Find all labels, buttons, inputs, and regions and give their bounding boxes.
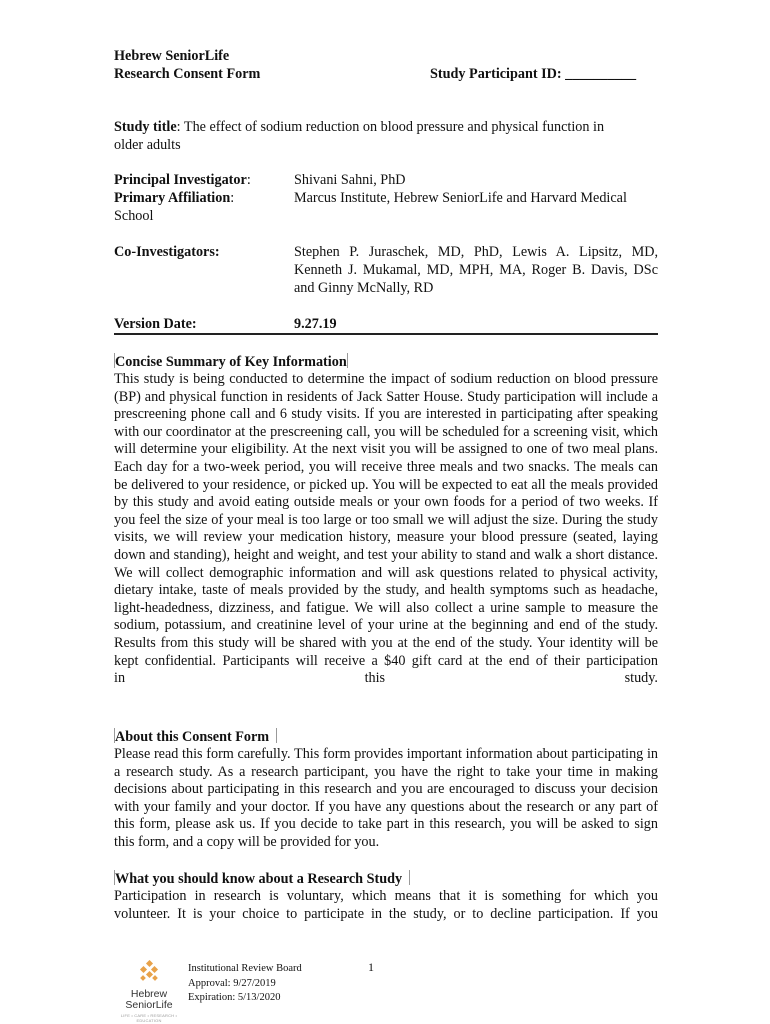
irb-footer [188, 962, 302, 1006]
form-title: Research Consent Form [114, 66, 261, 82]
summary-paragraph [114, 371, 658, 688]
study-title-value: : The effect of sodium reduction on blood pressure and physical function in [176, 119, 605, 135]
affiliation-label: Primary Affiliation [114, 190, 231, 206]
study-title-label: Study title [114, 119, 177, 135]
co-investigators-line-3: and Ginny McNally, RD [294, 280, 434, 296]
summary-body: This study is being conducted to determine the impact of sodium reduction on blood pressure (BP) and physical function in residents of Jack Satter House. Study participation will include a prescreening phone call and 6 study visits. If you are interested in participating after speaking with our coordinator at the prescreening call, you will be scheduled for a screening visit, which will determine your eligibility. At the next visit you will be assigned to one of two meal plans. Each day for a two-week period, you will receive three meals and two snacks. The meals can be delivered to your residence, or picked up. You will be expected to eat all the meals provided by this study and avoid eating outside meals or your own foods for a period of two weeks. If you feel the size of your meal is too large or too small we will adjust the size. During the study visits, we will review your medication history, measure your blood pressure (seated, laying down and standing), height and weight, and test your ability to stand and walk a short distance. We will collect demographic information and will ask questions related to physical activity, dietary intake, taste of meals provided by the study, and health symptoms such as headache, light-headedness, dizziness, and fatigue. We will also collect a urine sample to measure the sodium, potassium, and creatinine level of your urine at the beginning and end of the study. Results from this study will be shared with you at the end of the study. Your identity will be kept confidential. Participants will receive a $40 gift card at the end of their participation [114, 371, 658, 669]
pi-colon: : [246, 172, 251, 188]
summary-heading-text: Concise Summary of Key Information [115, 354, 347, 370]
logo-mark-icon [136, 960, 162, 984]
affiliation-label-row [114, 190, 234, 208]
summary-last-line [114, 670, 658, 688]
summary-last-word-1: in [114, 670, 126, 687]
pi-label-row [114, 172, 251, 190]
page-number: 1 [368, 960, 374, 974]
study-title-continuation: older adults [114, 137, 181, 153]
logo-tagline: LIFE • CARE • RESEARCH • EDUCATION [120, 1013, 178, 1023]
heading-marker-right [409, 870, 410, 885]
pi-label: Principal Investigator [114, 172, 247, 188]
irb-expiration: Expiration: 5/13/2020 [188, 992, 281, 1003]
irb-label: Institutional Review Board [188, 963, 302, 974]
version-label: Version Date: [114, 316, 197, 332]
version-value: 9.27.19 [294, 316, 337, 332]
heading-marker-right [276, 728, 277, 743]
affiliation-value: Marcus Institute, Hebrew SeniorLife and Harvard Medical [294, 190, 627, 206]
logo-word-2: SeniorLife [125, 999, 173, 1011]
summary-last-word-3: study. [624, 670, 658, 687]
study-title [114, 119, 658, 137]
logo-word-1: Hebrew [130, 988, 168, 1000]
header-divider [114, 333, 658, 335]
summary-last-word-2: this [364, 670, 386, 687]
affiliation-continuation: School [114, 208, 154, 224]
irb-approval: Approval: 9/27/2019 [188, 977, 276, 989]
affiliation-colon: : [230, 190, 235, 206]
about-body: Please read this form carefully. This form provides important information about participating in a research study. As a research participant, you have the right to take your time in making decisions about participating in this research and you are encouraged to discuss your decision with your family and your doctor. If you have any questions about the research or any part of this form, please ask us. If you decide to take part in this research, you will be asked to sign this form, and a copy will be provided for you. [114, 746, 658, 850]
pi-value: Shivani Sahni, PhD [294, 172, 406, 188]
co-investigators-line-2: Kenneth J. Mukamal, MD, MPH, MA, Roger B. Davis, DSc [294, 262, 658, 278]
know-body: Participation in research is voluntary, which means that it is something for which you volunteer. It is your choice to participate in the study, or to decline participation. If you [114, 888, 658, 922]
know-heading-text: What you should know about a Research Study [115, 871, 403, 887]
participant-id-field: Study Participant ID: __________ [430, 66, 637, 82]
know-heading [112, 870, 412, 888]
summary-heading [112, 353, 350, 371]
hebrew-seniorlife-logo-icon [118, 960, 180, 1023]
co-investigators-line-1: Stephen P. Juraschek, MD, PhD, Lewis A. Lipsitz, MD, [294, 244, 658, 260]
about-heading [112, 728, 279, 746]
org-name: Hebrew SeniorLife [114, 48, 230, 64]
co-investigators-label: Co-Investigators: [114, 244, 220, 260]
about-heading-text: About this Consent Form [115, 729, 270, 745]
heading-marker-right [347, 353, 348, 368]
